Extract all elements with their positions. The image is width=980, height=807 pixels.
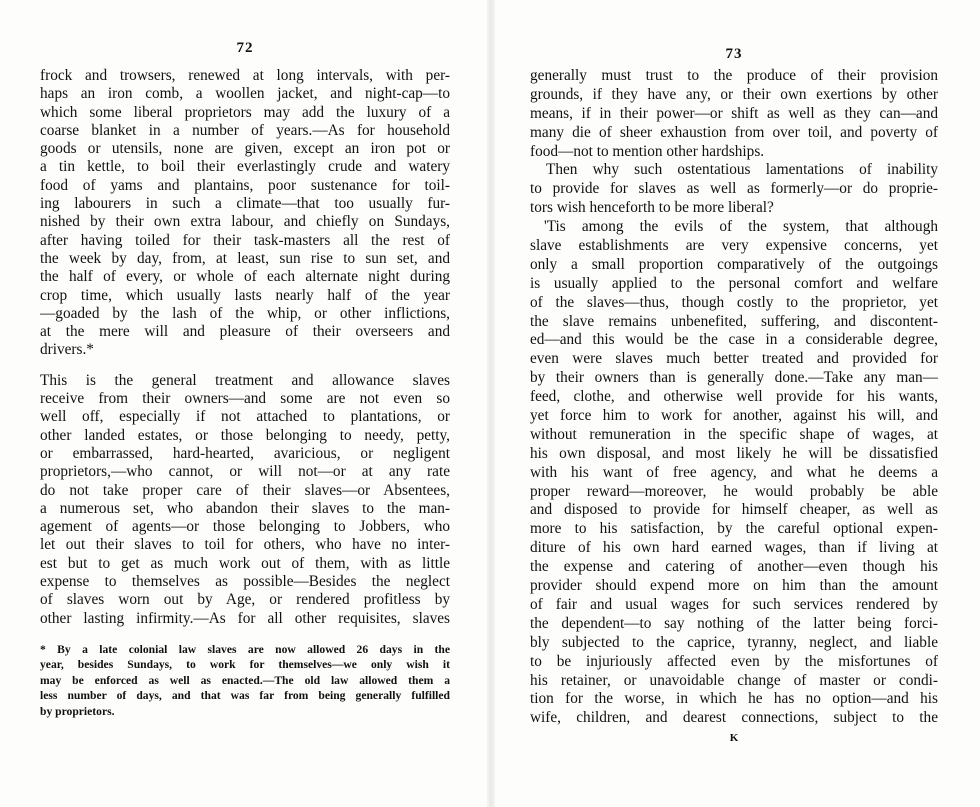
text-line: by their owners than is generally done.—Take any man— [530,369,938,387]
right-para-3-cont [530,237,938,728]
text-line: haps an iron comb, a woollen jacket, and night-cap—to [40,85,450,103]
text-line: at the mere will and pleasure of their overseers and [40,323,450,341]
text-line: many die of sheer exhaustion from over toil, and poverty of [530,123,938,141]
right-para-2-cont [530,180,938,218]
text-line: coarse blanket in a number of years.—As for household [40,121,450,139]
page-number-right: 73 [725,46,743,62]
text-line: nished by their own extra labour, and chiefly on Sundays, [40,213,450,231]
text-line: frock and trowsers, renewed at long intervals, with per- [40,67,450,84]
right-para-1 [530,67,938,161]
footnote-line: * By a late colonial law slaves are now allowed 26 days in the [40,642,450,656]
text-line: proprietors,—who cannot, or will not—or at any rate [40,463,450,481]
text-line: more to his satisfaction, by the careful optional expen- [530,520,938,538]
text-line: —goaded by the lash of the whip, or other inflictions, [40,304,450,322]
text-line: means, if in their power—or shift as well as they can—and [530,104,938,122]
text-line: est but to get as much work out of them, with as little [40,554,450,572]
page-number-left: 72 [236,40,254,56]
text-line: is usually applied to the personal comfort and welfare [530,274,938,292]
text-line: his retainer, or unavoidable change of master or condi- [530,671,938,689]
text-line: ing labourers in such a climate—that too usually fur- [40,195,450,213]
text-line: his own disposal, and most likely he will be dissatisfied [530,444,938,462]
text-line: a numerous set, who abandon their slaves to the man- [40,499,450,517]
text-line: of the slaves—thus, though costly to the proprietor, yet [530,293,938,311]
text-line: the slave remains unbenefited, suffering, and discontent- [530,312,938,330]
text-line: drivers.* [40,341,94,359]
text-line: or embarrassed, hard-hearted, avaricious, or negligent [40,444,450,462]
right-para-3 [530,218,938,237]
text-line: to provide for slaves as well as formerly—or do proprie- [530,180,938,198]
text-line: to be injuriously affected even by the misfortunes of [530,652,938,670]
text-line: proper reward—moreover, he would probably be able [530,482,938,500]
text-line: the half of every, or whole of each alternate night during [40,268,450,286]
left-para-2 [40,372,450,628]
text-line: This is the general treatment and allowance slaves [40,371,450,389]
text-line: of fair and usual wages for such services rendered by [530,595,938,613]
footnote-line: less number of days, and that was far from being generally fulfilled [40,689,450,703]
text-line: 'Tis among the evils of the system, that although [544,218,938,236]
text-line: receive from their owners—and some are not even so [40,390,450,408]
left-page [40,0,450,719]
text-line: well off, especially if not attached to plantations, or [40,408,450,426]
text-line: yet force him to work for another, against his will, and [530,407,938,425]
text-line: diture of his own hard earned wages, than if living at [530,539,938,557]
text-line: ed—and this would be the case in a considerable degree, [530,331,938,349]
text-line: provider should expend more on him than the amount [530,577,938,595]
footnote-line: year, besides Sundays, to work for themselves—we only wish it [40,658,450,672]
text-line: food of yams and plantains, poor sustenance for toil- [40,176,450,194]
text-line: slave establishments are very expensive concerns, yet [530,237,938,255]
text-line: which some liberal proprietors may add the luxury of a [40,103,450,121]
text-line: grounds, if they have any, or their own exertions by other [530,85,938,103]
text-line: expense to themselves as possible—Besides the neglect [40,573,450,591]
text-line: generally must trust to the produce of their provision [530,67,938,84]
right-page [530,8,938,744]
text-line: goods or utensils, none are given, except an iron pot or [40,140,450,158]
text-line: tors wish henceforth to be more liberal? [530,199,774,217]
text-line: food—not to mention other hardships. [530,142,765,160]
text-line: bly subjected to the caprice, tyranny, neglect, and liable [530,633,938,651]
text-line: even were slaves much better treated and provided for [530,350,938,368]
text-line: wife, children, and dearest connections, subject to the [530,709,938,727]
text-line: do not take proper care of their slaves—or Absentees, [40,481,450,499]
signature-mark: K [729,732,739,745]
footnote-line: may be enforced as well as enacted.—The old law allowed them a [40,673,450,687]
text-line: other lasting infirmity.—As for all other requisites, slaves [40,609,450,627]
text-line: of slaves worn out by Age, or rendered profitless by [40,591,450,609]
text-line: other landed estates, or those belonging to needy, petty, [40,426,450,444]
right-para-2 [530,161,938,180]
footnote-line: by proprietors. [40,704,115,718]
text-line: tion for the worse, in which he has no option—and his [530,690,938,708]
text-line: the dependent—to say nothing of the latter being forci- [530,614,938,632]
text-line: only a small proportion comparatively of the outgoings [530,255,938,273]
text-line: without remuneration in the specific shape of wages, at [530,425,938,443]
text-line: crop time, which usually lasts nearly half of the year [40,286,450,304]
book-gutter [487,0,495,807]
text-line: agement of agents—or those belonging to Jobbers, who [40,518,450,536]
text-line: with his want of free agency, and what he deems a [530,463,938,481]
text-line: the week by day, from, at least, sun rise to sun set, and [40,249,450,267]
text-line: the expense and catering of another—even though his [530,558,938,576]
text-line: a tin kettle, to boil their everlastingly crude and watery [40,158,450,176]
paragraph-gap [40,360,450,372]
left-para-1 [40,67,450,360]
text-line: after having toiled for their task-masters all the rest of [40,231,450,249]
text-line: and disposed to provide for himself cheaper, as well as [530,501,938,519]
text-line: Then why such ostentatious lamentations of inability [546,161,938,179]
text-line: let out their slaves to toil for others, who have no inter- [40,536,450,554]
footnote [40,642,450,720]
text-line: feed, clothe, and otherwise well provide for his wants, [530,388,938,406]
